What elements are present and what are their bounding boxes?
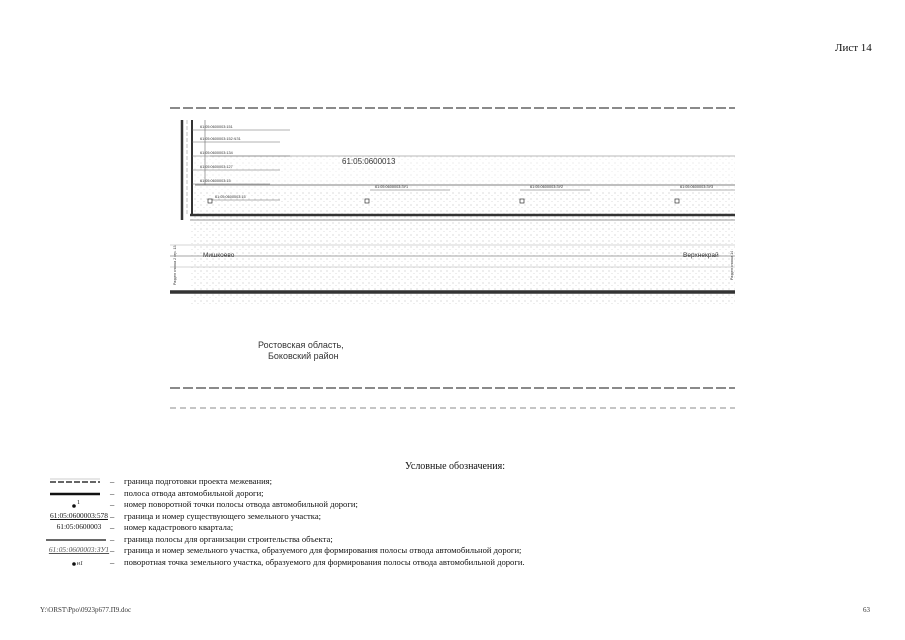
- village-left: Мишкоево: [203, 252, 235, 259]
- legend-row: [40, 476, 680, 488]
- quarter-number-symbol: 61:05:0600003: [56, 522, 102, 531]
- svg-text:61:05:0600003:15: 61:05:0600003:15: [200, 179, 231, 183]
- legend-dash: –: [110, 522, 115, 532]
- legend-row: [40, 499, 680, 511]
- side-label-left: Раздел сноска 2 стр. 13: [173, 245, 177, 285]
- new-parcel-symbol: 61:05:0600003:ЗУ1: [48, 545, 110, 554]
- new-turning-point-symbol: [40, 557, 118, 568]
- legend-text: номер кадастрового квартала;: [124, 522, 234, 532]
- svg-text:61:05:0600003:ЗУ2: 61:05:0600003:ЗУ2: [530, 185, 564, 189]
- legend-title: Условные обозначения:: [405, 461, 506, 472]
- svg-text:61:05:0600003:151: 61:05:0600003:151: [200, 125, 233, 129]
- legend-text: поворотная точка земельного участка, образуемого для формирования полосы отвода автомобильной дороги.: [124, 556, 525, 567]
- page-number: 63: [863, 606, 870, 614]
- quarter-label: 61:05:0600013: [342, 157, 396, 166]
- legend-dash: –: [110, 476, 115, 486]
- legend-dash: –: [110, 510, 115, 521]
- sheet-label: Лист 14: [835, 42, 872, 54]
- footer-file-path: Y:\ORST\Ppo\0923p677.П9.doc: [40, 606, 132, 614]
- region-label-line1: Ростовская область,: [258, 340, 344, 350]
- region-label-line2: Боковский район: [268, 351, 339, 361]
- legend-dash: –: [110, 533, 115, 544]
- svg-text:61:05:0600003:134: 61:05:0600003:134: [200, 151, 233, 155]
- legend-row: [40, 488, 680, 500]
- project-boundary-symbol: [40, 476, 118, 487]
- legend-dash: –: [110, 545, 115, 555]
- new-turning-point-label: н1: [77, 560, 83, 567]
- construction-strip-symbol: [40, 534, 118, 545]
- side-label-right: Раздел сноска 14: [730, 250, 734, 280]
- legend-row: [40, 511, 680, 523]
- legend-text: граница подготовки проекта межевания;: [124, 476, 273, 486]
- legend-text: полоса отвода автомобильной дороги;: [124, 487, 264, 498]
- legend-text: граница полосы для организации строительства объекта;: [124, 533, 333, 544]
- legend-text: граница и номер существующего земельного участка;: [124, 510, 322, 521]
- legend-text: граница и номер земельного участка, образуемого для формирования полосы отвода автомобильной дороги;: [124, 545, 522, 555]
- legend-row: [40, 522, 680, 534]
- turning-point-symbol: [40, 499, 118, 510]
- svg-text:61:05:0600003:15: 61:05:0600003:15: [215, 195, 246, 199]
- svg-text:61:05:0600003:127: 61:05:0600003:127: [200, 165, 233, 169]
- legend: [40, 476, 680, 568]
- construction-strip: [190, 190, 735, 305]
- village-right: Верхнекрай: [683, 252, 719, 259]
- cadastral-map: [170, 60, 735, 430]
- right-of-way-symbol: [40, 488, 118, 499]
- parcel-number-symbol: 61:05:0600003:578: [50, 510, 108, 520]
- svg-text:61:05:0600003:152:ЧЗ1: 61:05:0600003:152:ЧЗ1: [200, 137, 241, 141]
- legend-dash: –: [110, 556, 115, 567]
- turning-point-number: 1: [77, 500, 80, 506]
- legend-row: [40, 534, 680, 546]
- legend-text: номер поворотной точки полосы отвода автомобильной дороги;: [124, 499, 358, 509]
- legend-dash: –: [110, 499, 115, 509]
- legend-dash: –: [110, 487, 115, 498]
- svg-text:61:05:0600003:ЗУ3: 61:05:0600003:ЗУ3: [680, 185, 714, 189]
- legend-row: [40, 545, 680, 557]
- svg-text:61:05:0600003:ЗУ1: 61:05:0600003:ЗУ1: [375, 185, 409, 189]
- legend-row: [40, 557, 680, 569]
